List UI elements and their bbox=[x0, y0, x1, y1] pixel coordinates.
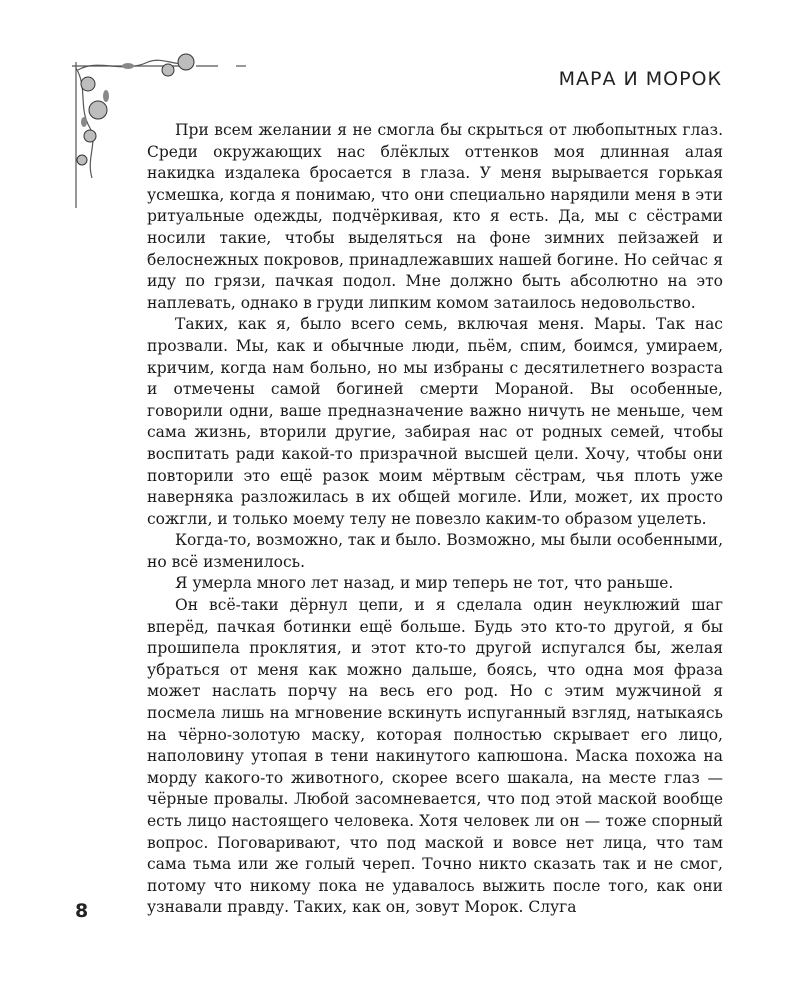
paragraph: Я умерла много лет назад, и мир теперь не тот, что раньше. bbox=[175, 574, 674, 593]
paragraph: Он всё-таки дёрнул цепи, и я сделала один неуклюжий шаг вперёд, пачкая ботинки ещё больше. Будь это кто-то другой, я бы прошипела проклятия, и этот кто-то другой испугался бы, желая убраться от меня как можно дальше, боясь, что одна моя фраза может наслать порчу на весь его род. Но с этим мужчиной я посмела лишь на мгновение вскинуть испуганный взгляд, натыкаясь на чёрно-золотую маску, которая полностью скрывает его лицо, наполовину утопая в тени накинутого капюшона. Маска похожа на морду какого-то животного, скорее всего шакала, на месте глаз — чёрные провалы. Любой засомневается, что под этой маской вообще есть лицо настоящего человека. Хотя человек ли он — тоже спорный вопрос. Поговаривают, что под маской и вовсе нет лица, что там сама тьма или же голый череп. Точно никто сказать так и не смог, потому что никому пока не удавалось выжить после того, как они узнавали правду. Таких, как он, зовут Морок. Слуга bbox=[147, 596, 723, 917]
paragraph: Когда-то, возможно, так и было. Возможно, мы были особенными, но всё изменилось. bbox=[147, 531, 723, 571]
page-number: 8 bbox=[75, 900, 89, 922]
paragraph: При всем желании я не смогла бы скрыться от любопытных глаз. Среди окружающих нас блёклых оттенков моя длинная алая накидка издалека бросается в глаза. У меня вырывается горькая усмешка, когда я понимаю, что они специально нарядили меня в эти ритуальные одежды, подчёркивая, кто я есть. Да, мы с сёстрами носили такие, чтобы выделяться на фоне зимних пейзажей и белоснежных покровов, принадлежавших нашей богине. Но сейчас я иду по грязи, пачкая подол. Мне должно быть абсолютно на это наплевать, однако в груди липким комом затаилось недовольство. bbox=[147, 121, 723, 312]
paragraph: Таких, как я, было всего семь, включая меня. Мары. Так нас прозвали. Мы, как и обычные люди, пьём, спим, боимся, умираем, кричим, когда нам больно, но мы избраны с десятилетнего возраста и отмечены самой богиней смерти Мораной. Вы особенные, говорили одни, ваше предназначение важно ничуть не меньше, чем сама жизнь, вторили другие, забирая нас от родных семей, чтобы воспитать ради какой-то призрачной высшей цели. Хочу, чтобы они повторили это ещё разок моим мёртвым сёстрам, чья плоть уже наверняка разложилась в их общей могиле. Или, может, их просто сожгли, и только моему телу не повезло каким-то образом уцелеть. bbox=[147, 315, 723, 528]
main-text bbox=[147, 120, 723, 919]
running-title: МАРА И МОРОК bbox=[558, 68, 722, 90]
